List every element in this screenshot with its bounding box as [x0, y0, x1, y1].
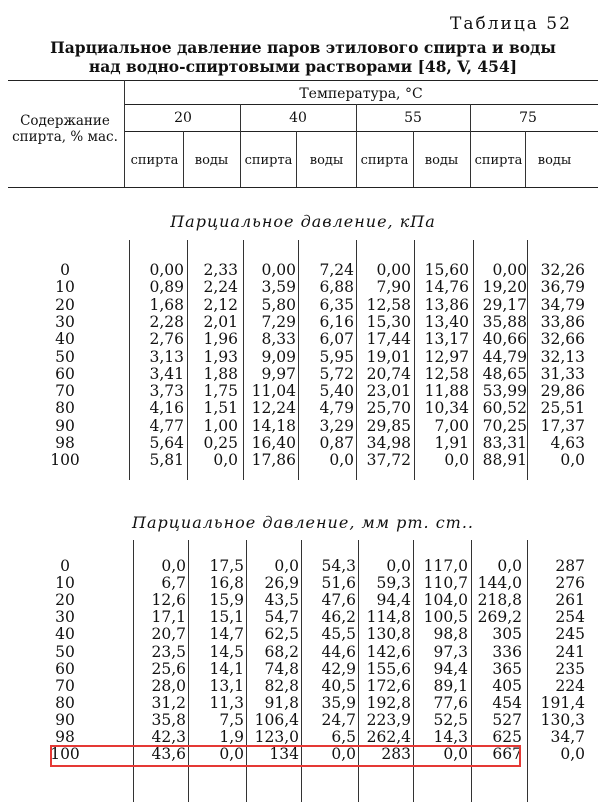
cell-value: 6,07 — [319, 330, 354, 349]
cell-value: 45,5 — [321, 625, 356, 644]
cell-value: 20,74 — [366, 364, 411, 383]
cell-value: 54,3 — [321, 557, 356, 575]
row-content-percent: 0 — [60, 261, 70, 279]
cell-value: 36,79 — [540, 278, 585, 297]
cell-value: 62,5 — [264, 625, 299, 644]
table-row — [0, 712, 606, 729]
cell-value: 14,5 — [209, 642, 244, 661]
row-content-percent: 10 — [55, 574, 75, 593]
cell-value: 5,95 — [319, 347, 354, 366]
temp-20: 20 — [174, 110, 192, 126]
cell-value: 3,59 — [261, 278, 296, 297]
cell-value: 82,8 — [264, 676, 299, 695]
cell-value: 23,01 — [366, 382, 411, 401]
cell-value: 7,29 — [261, 312, 296, 331]
cell-value: 5,40 — [319, 382, 354, 401]
cell-value: 74,8 — [264, 659, 299, 678]
cell-value: 15,1 — [209, 608, 244, 627]
row-content-percent: 80 — [55, 399, 75, 418]
table-row — [0, 729, 606, 746]
cell-value: 117,0 — [423, 557, 468, 575]
cell-value: 134 — [269, 745, 299, 764]
cell-value: 17,5 — [209, 557, 244, 575]
cell-value: 0,89 — [149, 278, 184, 297]
temp-75: 75 — [519, 110, 537, 126]
table-row — [0, 262, 606, 279]
cell-value: 20,7 — [151, 625, 186, 644]
cell-value: 14,1 — [209, 659, 244, 678]
cell-value: 29,17 — [482, 295, 527, 314]
title-line-2: над водно-спиртовыми растворами [48, V, 454] — [88, 57, 518, 76]
cell-value: 53,99 — [482, 382, 527, 401]
cell-value: 1,51 — [203, 399, 238, 418]
cell-value: 0,0 — [329, 451, 354, 470]
cell-value: 6,88 — [319, 278, 354, 297]
cell-value: 34,98 — [366, 434, 411, 452]
cell-value: 15,60 — [424, 261, 469, 279]
temperature-header: Температура, °С — [299, 86, 423, 102]
cell-value: 14,76 — [424, 278, 469, 297]
header-vline — [240, 104, 241, 187]
cell-value: 0,25 — [203, 434, 238, 452]
content-column-header: Содержание спирта, % мас. — [12, 113, 118, 145]
table-row — [0, 366, 606, 383]
cell-value: 3,13 — [149, 347, 184, 366]
table-row — [0, 383, 606, 400]
cell-value: 0,00 — [149, 261, 184, 279]
cell-value: 104,0 — [423, 591, 468, 610]
cell-value: 110,7 — [423, 574, 468, 593]
cell-value: 2,12 — [203, 295, 238, 314]
temp-40: 40 — [289, 110, 307, 126]
cell-value: 12,24 — [251, 399, 296, 418]
cell-value: 241 — [555, 642, 585, 661]
cell-value: 3,41 — [149, 364, 184, 383]
cell-value: 32,66 — [540, 330, 585, 349]
temp-55: 55 — [404, 110, 422, 126]
cell-value: 114,8 — [366, 608, 411, 627]
cell-value: 454 — [492, 693, 522, 712]
cell-value: 172,6 — [366, 676, 411, 695]
cell-value: 10,34 — [424, 399, 469, 418]
cell-value: 83,31 — [482, 434, 527, 452]
table-row — [0, 400, 606, 417]
cell-value: 98,8 — [433, 625, 468, 644]
table-row — [0, 297, 606, 314]
cell-value: 0,0 — [213, 451, 238, 470]
cell-value: 59,3 — [376, 574, 411, 593]
row-content-percent: 30 — [55, 608, 75, 627]
highlight-box — [50, 745, 521, 767]
cell-value: 218,8 — [477, 591, 522, 610]
cell-value: 5,64 — [149, 434, 184, 452]
cell-value: 12,58 — [366, 295, 411, 314]
section-mmhg-title: Парциальное давление, мм рт. ст.. — [131, 513, 474, 532]
sub-alcohol-55: спирта — [360, 153, 409, 168]
cell-value: 100,5 — [423, 608, 468, 627]
cell-value: 1,68 — [149, 295, 184, 314]
cell-value: 15,9 — [209, 591, 244, 610]
cell-value: 44,79 — [482, 347, 527, 366]
cell-value: 1,91 — [434, 434, 469, 452]
cell-value: 130,8 — [366, 625, 411, 644]
cell-value: 2,33 — [203, 261, 238, 279]
cell-value: 34,7 — [550, 728, 585, 746]
cell-value: 17,44 — [366, 330, 411, 349]
cell-value: 35,8 — [151, 710, 186, 729]
cell-value: 0,0 — [161, 557, 186, 575]
table-row — [0, 331, 606, 348]
cell-value: 6,7 — [161, 574, 186, 593]
table-row — [0, 626, 606, 643]
cell-value: 305 — [492, 625, 522, 644]
row-content-percent: 70 — [55, 382, 75, 401]
cell-value: 91,8 — [264, 693, 299, 712]
row-content-percent: 60 — [55, 364, 75, 383]
cell-value: 155,6 — [366, 659, 411, 678]
cell-value: 269,2 — [477, 608, 522, 627]
cell-value: 276 — [555, 574, 585, 593]
row-content-percent: 50 — [55, 347, 75, 366]
header-vline — [470, 104, 471, 187]
cell-value: 31,2 — [151, 693, 186, 712]
header-vline — [296, 131, 297, 187]
cell-value: 5,72 — [319, 364, 354, 383]
table-row — [0, 592, 606, 609]
cell-value: 23,5 — [151, 642, 186, 661]
cell-value: 32,13 — [540, 347, 585, 366]
row-content-percent: 10 — [55, 278, 75, 297]
cell-value: 13,86 — [424, 295, 469, 314]
cell-value: 37,72 — [366, 451, 411, 470]
cell-value: 42,3 — [151, 728, 186, 746]
cell-value: 35,88 — [482, 312, 527, 331]
cell-value: 106,4 — [254, 710, 299, 729]
cell-value: 16,40 — [251, 434, 296, 452]
cell-value: 47,6 — [321, 591, 356, 610]
cell-value: 2,01 — [203, 312, 238, 331]
cell-value: 12,58 — [424, 364, 469, 383]
sub-water-20: воды — [194, 153, 229, 168]
sub-water-40: воды — [309, 153, 344, 168]
cell-value: 0,0 — [274, 557, 299, 575]
table-row — [0, 349, 606, 366]
cell-value: 3,73 — [149, 382, 184, 401]
table-row — [0, 452, 606, 469]
cell-value: 25,70 — [366, 399, 411, 418]
row-content-percent: 100 — [50, 745, 80, 764]
cell-value: 0,0 — [444, 451, 469, 470]
cell-value: 28,0 — [151, 676, 186, 695]
cell-value: 13,1 — [209, 676, 244, 695]
cell-value: 44,6 — [321, 642, 356, 661]
table-row — [0, 435, 606, 452]
cell-value: 29,86 — [540, 382, 585, 401]
cell-value: 0,0 — [219, 745, 244, 764]
cell-value: 144,0 — [477, 574, 522, 593]
cell-value: 245 — [555, 625, 585, 644]
row-content-percent: 20 — [55, 591, 75, 610]
row-content-percent: 0 — [60, 557, 70, 575]
cell-value: 19,01 — [366, 347, 411, 366]
cell-value: 365 — [492, 659, 522, 678]
cell-value: 1,96 — [203, 330, 238, 349]
cell-value: 31,33 — [540, 364, 585, 383]
cell-value: 2,28 — [149, 312, 184, 331]
cell-value: 11,88 — [424, 382, 469, 401]
cell-value: 2,76 — [149, 330, 184, 349]
cell-value: 2,24 — [203, 278, 238, 297]
cell-value: 11,04 — [251, 382, 296, 401]
cell-value: 14,7 — [209, 625, 244, 644]
cell-value: 191,4 — [540, 693, 585, 712]
cell-value: 4,16 — [149, 399, 184, 418]
cell-value: 54,7 — [264, 608, 299, 627]
cell-value: 0,00 — [376, 261, 411, 279]
title-line-1: Парциальное давление паров этилового спирта и воды — [50, 38, 556, 57]
cell-value: 1,00 — [203, 416, 238, 435]
cell-value: 9,09 — [261, 347, 296, 366]
table-number: Таблица 52 — [450, 14, 572, 34]
cell-value: 7,24 — [319, 261, 354, 279]
cell-value: 223,9 — [366, 710, 411, 729]
cell-value: 40,66 — [482, 330, 527, 349]
cell-value: 68,2 — [264, 642, 299, 661]
row-content-percent: 40 — [55, 330, 75, 349]
cell-value: 43,6 — [151, 745, 186, 764]
cell-value: 6,16 — [319, 312, 354, 331]
section-kpa-title: Парциальное давление, кПа — [170, 212, 436, 231]
cell-value: 16,8 — [209, 574, 244, 593]
table-row — [0, 418, 606, 435]
cell-value: 6,5 — [331, 728, 356, 746]
cell-value: 42,9 — [321, 659, 356, 678]
table-row — [0, 609, 606, 626]
row-content-percent: 70 — [55, 676, 75, 695]
sub-alcohol-40: спирта — [244, 153, 293, 168]
cell-value: 33,86 — [540, 312, 585, 331]
cell-value: 0,00 — [492, 261, 527, 279]
cell-value: 0,87 — [319, 434, 354, 452]
row-content-percent: 50 — [55, 642, 75, 661]
table-row — [0, 314, 606, 331]
cell-value: 0,0 — [443, 745, 468, 764]
cell-value: 26,9 — [264, 574, 299, 593]
cell-value: 7,5 — [219, 710, 244, 729]
row-content-percent: 100 — [50, 451, 80, 470]
cell-value: 9,97 — [261, 364, 296, 383]
cell-value: 625 — [492, 728, 522, 746]
cell-value: 224 — [555, 676, 585, 695]
row-content-percent: 98 — [55, 434, 75, 452]
cell-value: 48,65 — [482, 364, 527, 383]
sub-water-75: воды — [537, 153, 572, 168]
cell-value: 24,7 — [321, 710, 356, 729]
cell-value: 94,4 — [376, 591, 411, 610]
cell-value: 1,75 — [203, 382, 238, 401]
cell-value: 7,90 — [376, 278, 411, 297]
cell-value: 283 — [381, 745, 411, 764]
cell-value: 52,5 — [433, 710, 468, 729]
cell-value: 235 — [555, 659, 585, 678]
cell-value: 77,6 — [433, 693, 468, 712]
cell-value: 4,63 — [550, 434, 585, 452]
cell-value: 262,4 — [366, 728, 411, 746]
cell-value: 19,20 — [482, 278, 527, 297]
header-bottom-rule — [8, 187, 598, 188]
cell-value: 70,25 — [482, 416, 527, 435]
cell-value: 15,30 — [366, 312, 411, 331]
cell-value: 51,6 — [321, 574, 356, 593]
table-row — [0, 644, 606, 661]
table-row — [0, 695, 606, 712]
row-content-percent: 40 — [55, 625, 75, 644]
table-row — [0, 661, 606, 678]
cell-value: 5,81 — [149, 451, 184, 470]
cell-value: 88,91 — [482, 451, 527, 470]
cell-value: 13,17 — [424, 330, 469, 349]
cell-value: 11,3 — [209, 693, 244, 712]
table-row — [0, 279, 606, 296]
cell-value: 43,5 — [264, 591, 299, 610]
cell-value: 142,6 — [366, 642, 411, 661]
sub-alcohol-20: спирта — [130, 153, 179, 168]
cell-value: 0,0 — [560, 745, 585, 764]
cell-value: 7,00 — [434, 416, 469, 435]
cell-value: 1,93 — [203, 347, 238, 366]
cell-value: 17,1 — [151, 608, 186, 627]
cell-value: 14,3 — [433, 728, 468, 746]
cell-value: 29,85 — [366, 416, 411, 435]
cell-value: 0,0 — [331, 745, 356, 764]
cell-value: 17,86 — [251, 451, 296, 470]
cell-value: 527 — [492, 710, 522, 729]
cell-value: 60,52 — [482, 399, 527, 418]
temps-under-rule — [124, 131, 598, 132]
cell-value: 35,9 — [321, 693, 356, 712]
cell-value: 32,26 — [540, 261, 585, 279]
cell-value: 8,33 — [261, 330, 296, 349]
cell-value: 6,35 — [319, 295, 354, 314]
cell-value: 0,0 — [560, 451, 585, 470]
cell-value: 17,37 — [540, 416, 585, 435]
cell-value: 123,0 — [254, 728, 299, 746]
cell-value: 14,18 — [251, 416, 296, 435]
row-content-percent: 90 — [55, 416, 75, 435]
cell-value: 287 — [555, 557, 585, 575]
row-content-percent: 60 — [55, 659, 75, 678]
row-content-percent: 80 — [55, 693, 75, 712]
header-top-rule — [8, 80, 598, 81]
cell-value: 192,8 — [366, 693, 411, 712]
cell-value: 261 — [555, 591, 585, 610]
cell-value: 0,0 — [386, 557, 411, 575]
sub-alcohol-75: спирта — [474, 153, 523, 168]
cell-value: 1,9 — [219, 728, 244, 746]
cell-value: 336 — [492, 642, 522, 661]
temp-under-rule — [124, 104, 598, 105]
row-content-percent: 30 — [55, 312, 75, 331]
cell-value: 34,79 — [540, 295, 585, 314]
cell-value: 25,6 — [151, 659, 186, 678]
cell-value: 4,79 — [319, 399, 354, 418]
cell-value: 25,51 — [540, 399, 585, 418]
cell-value: 12,6 — [151, 591, 186, 610]
cell-value: 1,88 — [203, 364, 238, 383]
table-row — [0, 558, 606, 575]
row-content-percent: 90 — [55, 710, 75, 729]
cell-value: 13,40 — [424, 312, 469, 331]
cell-value: 3,29 — [319, 416, 354, 435]
cell-value: 405 — [492, 676, 522, 695]
cell-value: 5,80 — [261, 295, 296, 314]
cell-value: 0,0 — [497, 557, 522, 575]
cell-value: 12,97 — [424, 347, 469, 366]
cell-value: 94,4 — [433, 659, 468, 678]
cell-value: 667 — [492, 745, 522, 764]
row-content-percent: 98 — [55, 728, 75, 746]
cell-value: 254 — [555, 608, 585, 627]
cell-value: 89,1 — [433, 676, 468, 695]
row-content-percent: 20 — [55, 295, 75, 314]
cell-value: 97,3 — [433, 642, 468, 661]
cell-value: 130,3 — [540, 710, 585, 729]
cell-value: 46,2 — [321, 608, 356, 627]
cell-value: 0,00 — [261, 261, 296, 279]
cell-value: 4,77 — [149, 416, 184, 435]
header-vline — [356, 104, 357, 187]
sub-water-55: воды — [424, 153, 459, 168]
table-row — [0, 678, 606, 695]
table-row — [0, 575, 606, 592]
cell-value: 40,5 — [321, 676, 356, 695]
